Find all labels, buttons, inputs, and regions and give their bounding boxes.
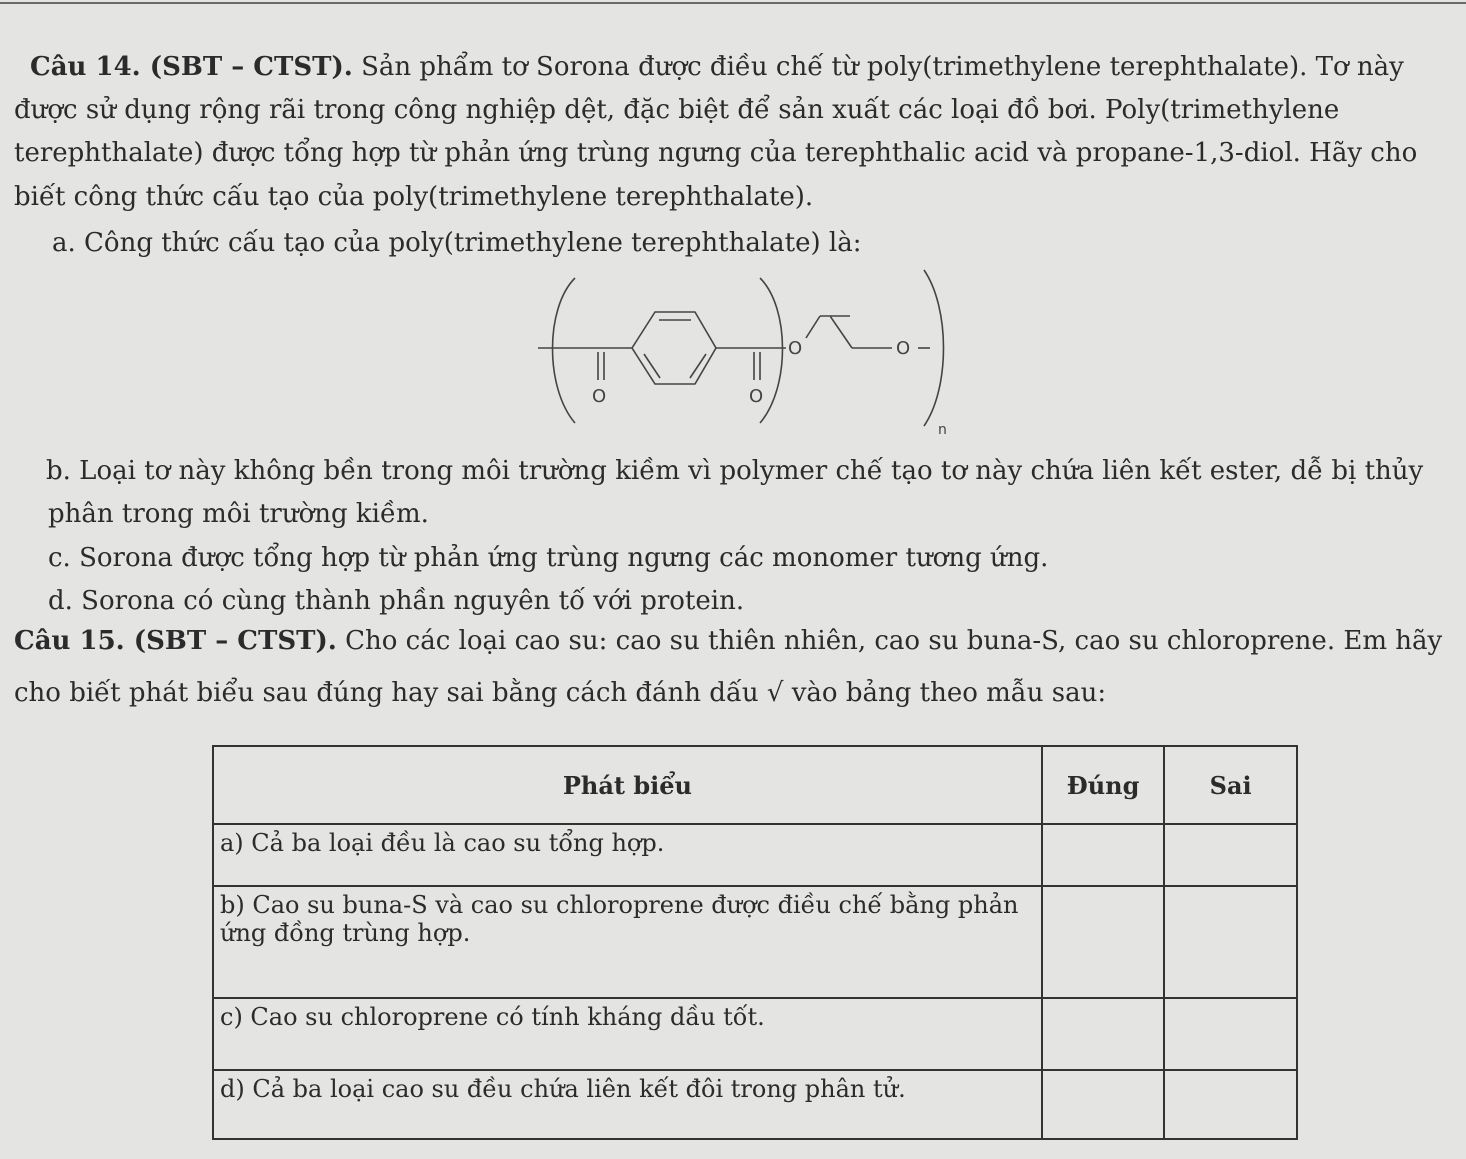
q14-statement-c: c. Sorona được tổng hợp từ phản ứng trùng ngưng các monomer tương ứng. xyxy=(48,543,1049,573)
q14-statement-a: a. Công thức cấu tạo của poly(trimethylene terephthalate) là: xyxy=(52,228,862,258)
atom-label-o: O xyxy=(788,338,803,359)
q14-statement-b-line-1: b. Loại tơ này không bền trong môi trường kiềm vì polymer chế tạo tơ này chứa liên kết ester, dễ bị thủy xyxy=(46,456,1424,486)
polymer-structure-diagram xyxy=(520,268,850,438)
statement-cell: b) Cao su buna-S và cao su chloroprene được điều chế bằng phản ứng đồng trùng hợp. xyxy=(213,886,1042,998)
sai-cell[interactable] xyxy=(1164,886,1297,998)
q14-intro-line-4: biết công thức cấu tạo của poly(trimethylene terephthalate). xyxy=(14,182,814,212)
sai-cell[interactable] xyxy=(1164,998,1297,1070)
q14-intro-line-1 xyxy=(30,50,1404,84)
q15-intro-line-1 xyxy=(14,624,1442,658)
atom-label-o: O xyxy=(749,386,764,407)
dung-cell[interactable] xyxy=(1042,886,1164,998)
dung-cell[interactable] xyxy=(1042,1070,1164,1139)
true-false-table xyxy=(212,745,1298,1140)
top-rule xyxy=(0,2,1466,4)
statement-cell: d) Cả ba loại cao su đều chứa liên kết đôi trong phân tử. xyxy=(213,1070,1042,1139)
header-statement: Phát biểu xyxy=(213,746,1042,824)
table-row xyxy=(213,1070,1297,1139)
dung-cell[interactable] xyxy=(1042,824,1164,886)
table-header-row xyxy=(213,746,1297,824)
repeat-subscript-n: n xyxy=(938,422,947,438)
q15-intro-text-1: Cho các loại cao su: cao su thiên nhiên, cao su buna-S, cao su chloroprene. Em hãy xyxy=(336,626,1443,656)
table-row xyxy=(213,998,1297,1070)
sai-cell[interactable] xyxy=(1164,824,1297,886)
table-row xyxy=(213,886,1297,998)
statement-cell: a) Cả ba loại đều là cao su tổng hợp. xyxy=(213,824,1042,886)
left-bracket xyxy=(553,278,576,423)
q14-statement-d: d. Sorona có cùng thành phần nguyên tố với protein. xyxy=(48,586,745,616)
header-sai: Sai xyxy=(1164,746,1297,824)
atom-label-o: O xyxy=(896,338,911,359)
statement-cell: c) Cao su chloroprene có tính kháng dầu tốt. xyxy=(213,998,1042,1070)
q14-intro-text-1: Sản phẩm tơ Sorona được điều chế từ poly(trimethylene terephthalate). Tơ này xyxy=(352,52,1404,82)
polymer-structure-tail xyxy=(830,300,930,440)
q14-statement-b-line-2: phân trong môi trường kiềm. xyxy=(48,499,429,529)
header-dung: Đúng xyxy=(1042,746,1164,824)
bracket-right-outer xyxy=(920,258,960,438)
dung-cell[interactable] xyxy=(1042,998,1164,1070)
table-row xyxy=(213,824,1297,886)
q14-intro-line-2: được sử dụng rộng rãi trong công nghiệp dệt, đặc biệt để sản xuất các loại đồ bơi. Poly(trimethylene xyxy=(14,95,1340,125)
q15-intro-line-2: cho biết phát biểu sau đúng hay sai bằng cách đánh dấu √ vào bảng theo mẫu sau: xyxy=(14,678,1107,708)
q15-label: Câu 15. (SBT – CTST). xyxy=(14,626,337,656)
right-bracket xyxy=(760,278,783,423)
q14-intro-line-3: terephthalate) được tổng hợp từ phản ứng trùng ngưng của terephthalic acid và propane-1,3-diol. Hãy cho xyxy=(14,138,1418,168)
q14-label: Câu 14. (SBT – CTST). xyxy=(30,52,353,82)
atom-label-o: O xyxy=(592,386,607,407)
sai-cell[interactable] xyxy=(1164,1070,1297,1139)
